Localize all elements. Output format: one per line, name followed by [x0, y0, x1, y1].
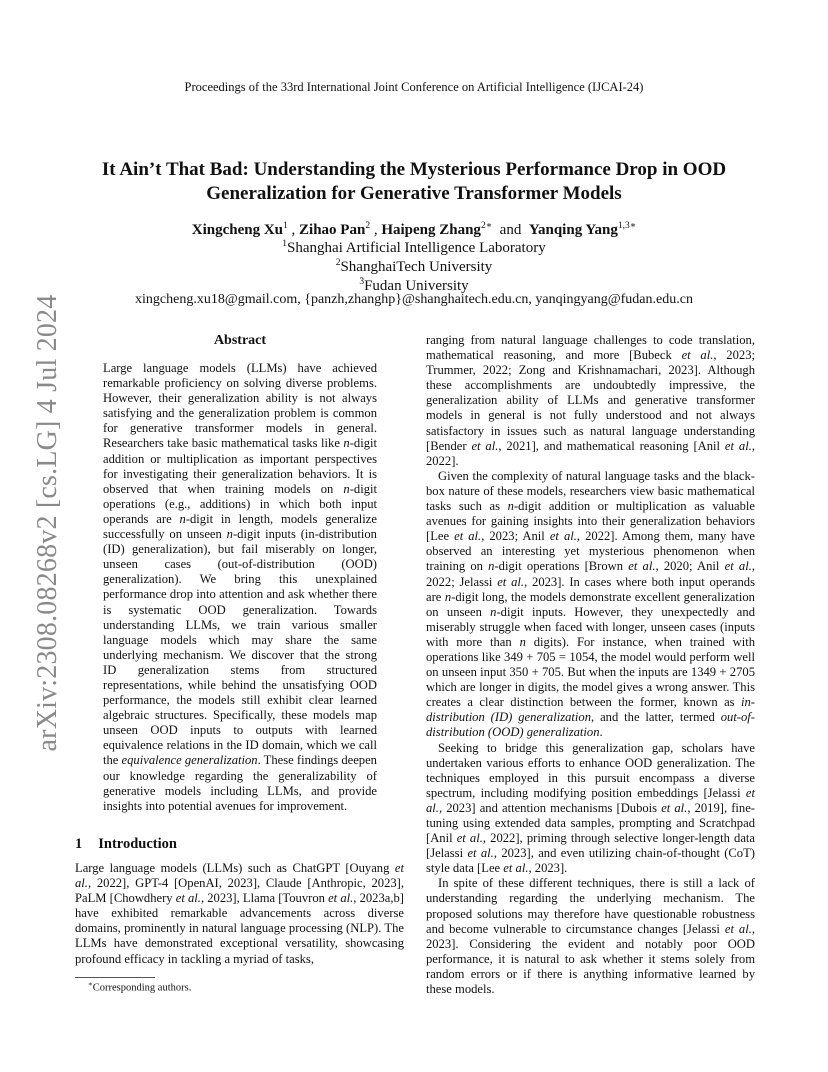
author-list: Xingcheng Xu$^1$ , Zihao Pan$^2$ , Haipeng Zhang$^{2∗}$ and Yanqing Yang$^{1,3∗}$ [191, 221, 637, 238]
intro-text [75, 861, 404, 967]
author-name: Haipeng Zhang [381, 222, 481, 238]
body-paragraph: Given the complexity of natural language tasks and the black-box nature of these models, researchers view basic mathematical tasks such as n-digit addition or multiplication as valuable avenues for gaining insights into their generalization behaviors [Lee et al., 2023; Anil et al., 2022]. Among them, many have observed an interesting yet mysterious phenomenon when training on n-digit operations [Brown et al., 2020; Anil et al., 2022; Jelassi et al., 2023]. In cases where both input operands are n-digit long, the models demonstrate excellent generalization on unseen n-digit inputs. However, they unexpectedly and miserably struggle when faced with longer, unseen cases (inputs with more than n digits). For instance, when trained with operations like 349 + 705 = 1054, the model would perform well on unseen input 350 + 705. But when the inputs are 1349 + 2705 which are longer in digits, the model gives a wrong answer. This creates a clear distinction between the former, known as in-distribution (ID) generalization, and the latter, termed out-of-distribution (OOD) generalization. [426, 468, 756, 740]
affiliation-mark: 2 [335, 258, 341, 268]
author-name: Zihao Pan [299, 222, 366, 238]
footnote-mark: ∗ [88, 980, 93, 988]
affiliation-name: ShanghaiTech University [340, 259, 493, 275]
section-number: 1 [75, 836, 83, 852]
author-name: Yanqing Yang [528, 222, 618, 238]
footnote [88, 980, 191, 994]
arxiv-stamp: arXiv:2308.08268v2 [cs.LG] 4 Jul 2024 [32, 294, 63, 752]
right-column-text [426, 333, 755, 997]
title-line-1: It Ain’t That Bad: Understanding the Mysterious Performance Drop in OOD [101, 159, 727, 180]
author-name: Xingcheng Xu [191, 222, 284, 238]
paper-title [60, 158, 768, 206]
title-line-2: Generalization for Generative Transformer Models [206, 183, 622, 204]
affiliation-name: Fudan University [364, 278, 469, 294]
affiliation-mark: 3 [359, 277, 365, 287]
author-affil-mark: 1,3∗ [617, 221, 637, 231]
affiliation-mark: 1 [282, 239, 288, 249]
author-affil-mark: 2 [365, 221, 371, 231]
intro-paragraph: Large language models (LLMs) such as ChatGPT [Ouyang et al., 2022], GPT-4 [OpenAI, 2023], Claude [Anthropic, 2023], PaLM [Chowdhery et al., 2023], Llama [Touvron et al., 2023a,b] have exhibited remarkable advancements across diverse domains, prominently in natural language processing (NLP). The LLMs have demonstrated exceptional versatility, showcasing profound efficacy in tackling a myriad of tasks, [75, 861, 404, 966]
abstract-text [103, 361, 377, 814]
author-conjunction: and [499, 222, 522, 238]
author-affil-mark: 1 [283, 221, 288, 231]
author-emails: xingcheng.xu18@gmail.com, {panzh,zhanghp}@shanghaitech.edu.cn, yanqingyang@fudan.edu.cn [135, 292, 693, 307]
abstract-paragraph: Large language models (LLMs) have achieved remarkable proficiency on solving diverse problems. However, their generalization ability is not always satisfying and the generalization problem is common for generative transformer models in general. Researchers take basic mathematical tasks like n-digit addition or multiplication as important perspectives for investigating their generalization behaviors. It is observed that when training models on n-digit operations (e.g., additions) in which both input operands are n-digit in length, models generalize successfully on unseen n-digit inputs (in-distribution (ID) generalization), but fail miserably on longer, unseen cases (out-of-distribution (OOD) generalization). We bring this unexplained performance drop into attention and ask whether there is systematic OOD generalization. Towards understanding LLMs, we train various smaller language models which may share the same underlying mechanism. We discover that the strong ID generalization stems from structured representations, while behind the unsatisfying OOD performance, the models still exhibit clear learned algebraic structures. Specifically, these models map unseen OOD inputs to outputs with learned equivalence relations in the ID domain, which we call the equivalence generalization. These findings deepen our knowledge regarding the generalizability of generative models including LLMs, and provide insights into potential avenues for improvement. [103, 361, 377, 813]
footnote-rule [75, 977, 155, 978]
affiliation-name: Shanghai Artificial Intelligence Laboratory [287, 240, 546, 256]
body-paragraph: ranging from natural language challenges to code translation, mathematical reasoning, and more [Bubeck et al., 2023; Trummer, 2022; Zong and Krishnamachari, 2023]. Although these accomplishments are undoubtedly impressive, the generalization ability of LLMs and generative transformer models in general is not fully understood and not always satisfactory in issues such as natural language understanding [Bender et al., 2021], and mathematical reasoning [Anil et al., 2022]. [426, 333, 755, 468]
abstract-heading: Abstract [213, 333, 267, 348]
section-heading-introduction [75, 836, 177, 853]
venue-header: Proceedings of the 33rd International Joint Conference on Artificial Intelligence (IJCAI-24) [184, 80, 644, 94]
section-title: Introduction [98, 836, 177, 852]
author-affil-mark: 2∗ [480, 221, 493, 231]
body-paragraph: Seeking to bridge this generalization gap, scholars have undertaken various efforts to enhance OOD generalization. The techniques employed in this pursuit encompass a diverse spectrum, including modifying position embeddings [Jelassi et al., 2023] and attention mechanisms [Dubois et al., 2019], fine-tuning using extended data samples, prompting and Scratchpad [Anil et al., 2022], priming through selective longer-length data [Jelassi et al., 2023], and even utilizing chain-of-thought (CoT) style data [Lee et al., 2023]. [426, 740, 756, 876]
body-paragraph: In spite of these different techniques, there is still a lack of understanding regarding the underlying mechanism. The proposed solutions may therefore have questionable robustness and become vulnerable to circumstance changes [Jelassi et al., 2023]. Considering the evident and notably poor OOD performance, it is natural to ask whether it stems solely from random errors or if there is anything informative learned by these models. [426, 876, 755, 997]
footnote-text: Corresponding authors. [92, 982, 192, 994]
